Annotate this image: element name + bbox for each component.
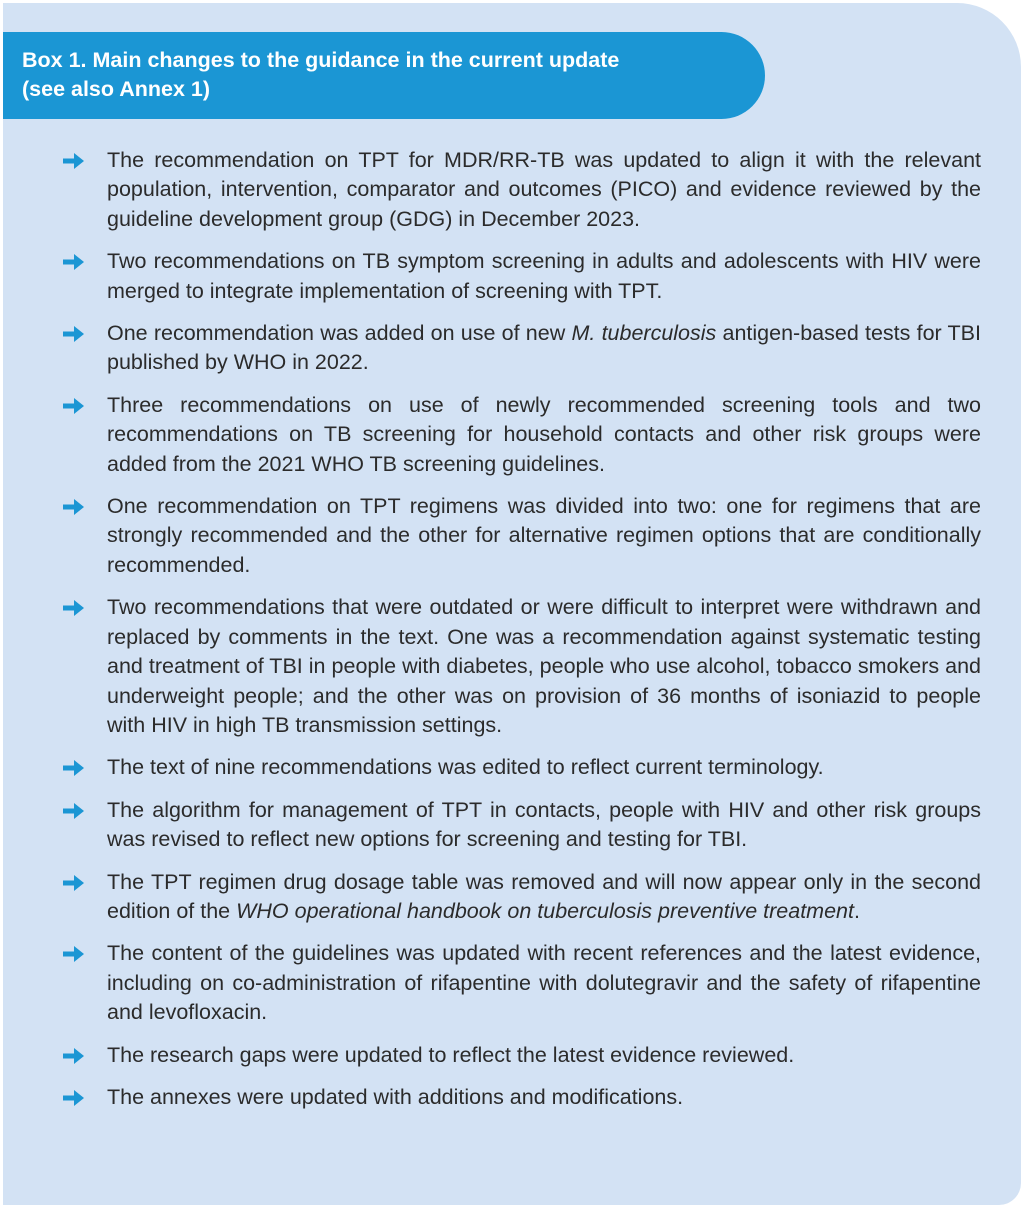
list-item-text: One recommendation on TPT regimens was divided into two: one for regimens that are strongly recommended and the other for alternative regimen options that are conditionally recommended. [107, 494, 981, 577]
list-item-text: The text of nine recommendations was edited to reflect current terminology. [107, 755, 824, 780]
list-item-text: Three recommendations on use of newly recommended screening tools and two recommendations on TB screening for household contacts and other risk groups were added from the 2021 WHO TB screening guidelines. [107, 392, 981, 476]
list-item [63, 391, 981, 479]
list-item [63, 593, 981, 740]
list-item-text: Two recommendations that were outdated or were difficult to interpret were withdrawn and replaced by comments in the text. One was a recommendation against systematic testing and treatment of TBI in people with diabetes, people who use alcohol, tobacco smokers and underweight people; and the other was on provision of 36 months of isoniazid to people with HIV in high TB transmission settings. [107, 595, 981, 737]
list-item-text: The annexes were updated with additions and modifications. [107, 1084, 684, 1109]
changes-list [63, 146, 981, 1125]
arrow-right-icon [63, 759, 85, 777]
list-item-italic-title: WHO operational handbook on tuberculosis preventive treatment [236, 898, 854, 923]
list-item-text: Two recommendations on TB symptom screening in adults and adolescents with HIV were merged to integrate implementation of screening with TPT. [107, 249, 981, 303]
list-item-text-part: The TPT regimen drug dosage table was removed and will now appear only in the second edition of the [107, 869, 981, 923]
list-item [63, 1041, 981, 1070]
box-title-line-2: (see also Annex 1) [22, 77, 210, 101]
arrow-right-icon [63, 498, 85, 516]
list-item [63, 939, 981, 1027]
arrow-right-icon [63, 325, 85, 343]
box-header [3, 32, 765, 119]
arrow-right-icon [63, 253, 85, 271]
arrow-right-icon [63, 397, 85, 415]
list-item-text [107, 870, 981, 923]
box-title [22, 46, 735, 104]
arrow-right-icon [63, 802, 85, 820]
arrow-right-icon [63, 1047, 85, 1065]
list-item-text: The recommendation on TPT for MDR/RR-TB was updated to align it with the relevant population, intervention, comparator and outcomes (PICO) and evidence reviewed by the guideline development group (GDG) in December 2023. [107, 148, 981, 231]
list-item-text [107, 321, 981, 374]
list-item-italic-term: M. tuberculosis [571, 321, 717, 346]
list-item-text: The content of the guidelines was updated with recent references and the latest evidence, including on co-administration of rifapentine with dolutegravir and the safety of rifapentine and levofloxacin. [107, 941, 981, 1025]
list-item-text-part: antigen-based tests for TBI published by WHO in 2022. [107, 321, 981, 375]
list-item [63, 319, 981, 378]
list-item-text: The algorithm for management of TPT in contacts, people with HIV and other risk groups was revised to reflect new options for screening and testing for TBI. [107, 797, 981, 852]
arrow-right-icon [63, 874, 85, 892]
list-item [63, 247, 981, 306]
arrow-right-icon [63, 152, 85, 170]
list-item-text-part: . [853, 898, 860, 923]
box-title-line-1: Box 1. Main changes to the guidance in the current update [22, 48, 620, 72]
list-item [63, 146, 981, 234]
list-item [63, 868, 981, 927]
list-item [63, 796, 981, 855]
arrow-right-icon [63, 945, 85, 963]
list-item-text-part: One recommendation was added on use of new [107, 321, 572, 346]
list-item [63, 492, 981, 580]
arrow-right-icon [63, 599, 85, 617]
list-item-text: The research gaps were updated to reflect the latest evidence reviewed. [107, 1042, 795, 1067]
box-1-panel [3, 3, 1021, 1205]
list-item [63, 1083, 981, 1112]
arrow-right-icon [63, 1089, 85, 1107]
list-item [63, 753, 981, 782]
